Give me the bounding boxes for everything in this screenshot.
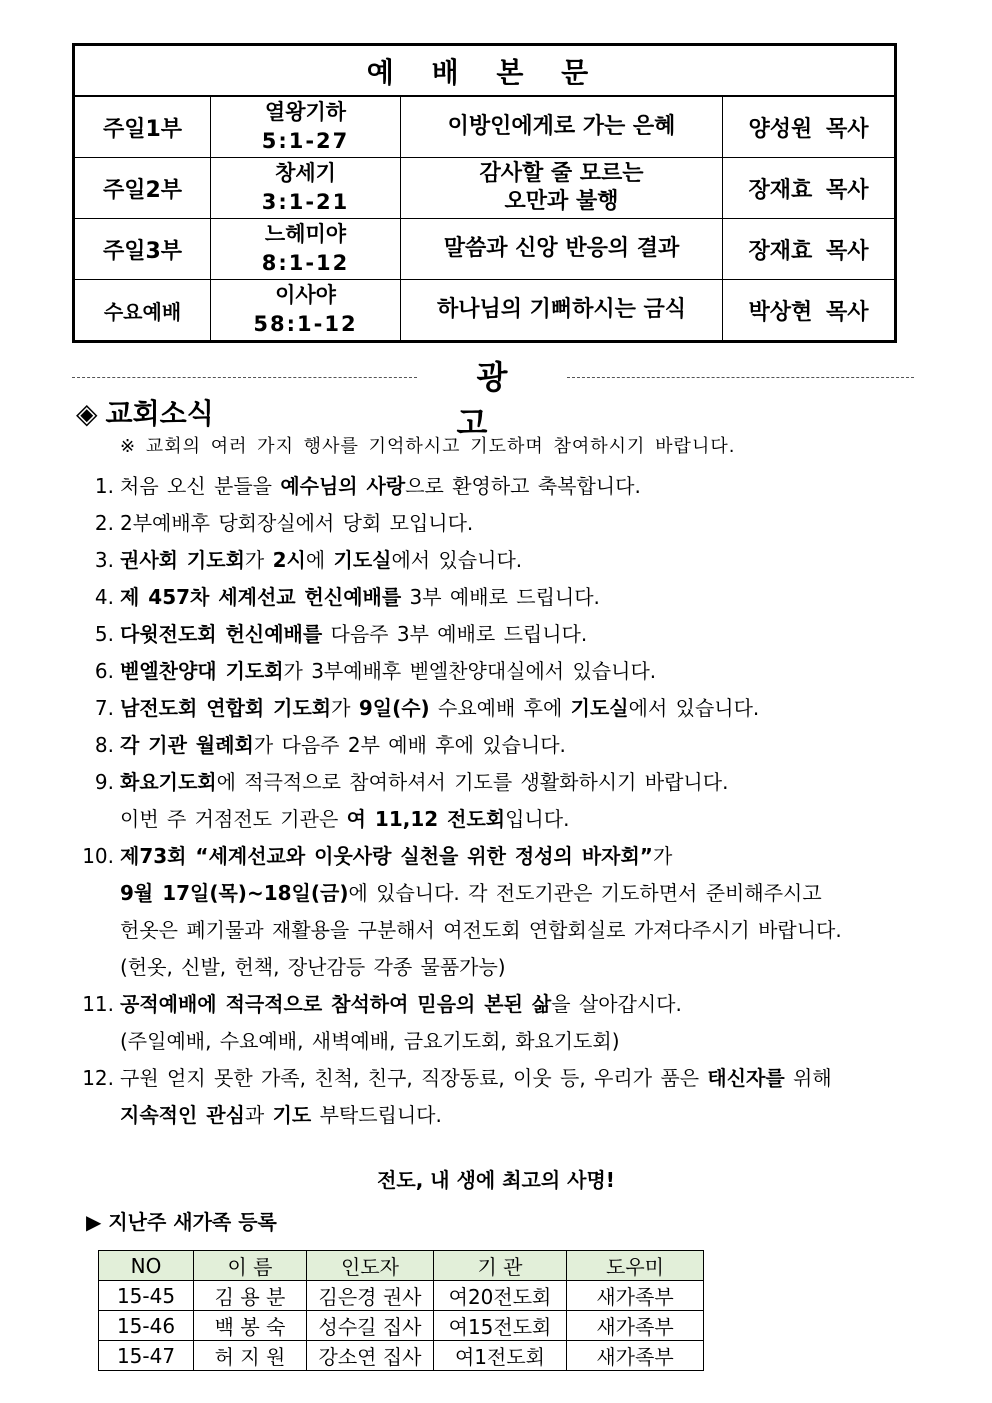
sermon-title <box>401 219 723 280</box>
announcement-text <box>120 505 473 542</box>
emphasis-text: 기도실 <box>333 548 392 572</box>
announcement-line <box>72 1060 902 1097</box>
cell-group: 여20전도회 <box>434 1281 567 1311</box>
announcement-text <box>120 690 759 727</box>
announcement-line <box>72 690 902 727</box>
plain-text: 3부 예배로 드립니다. <box>401 585 600 609</box>
announcement-number: 10. <box>82 844 114 868</box>
plain-text: 을 살아갑시다. <box>551 992 682 1016</box>
announcement-line <box>72 653 902 690</box>
announcement-number: 11. <box>82 992 114 1016</box>
emphasis-text: 여 11,12 전도회 <box>346 807 506 831</box>
announcement-number: 7. <box>94 696 114 720</box>
emphasis-text: 다윗전도회 헌신예배를 <box>120 622 323 646</box>
announcement-line <box>72 838 902 875</box>
emphasis-text: 권사회 기도회 <box>120 548 245 572</box>
announcement-line <box>72 542 902 579</box>
announcement-text <box>120 801 569 838</box>
cell-helper: 새가족부 <box>567 1311 704 1341</box>
worship-row <box>74 158 896 219</box>
worship-row <box>74 280 896 342</box>
service-name: 주일1부 <box>74 96 211 158</box>
announcement-line <box>72 616 902 653</box>
announcement-line <box>72 875 902 912</box>
announcement-line <box>72 801 902 838</box>
cell-group: 여15전도회 <box>434 1311 567 1341</box>
cell-no: 15-46 <box>99 1311 194 1341</box>
plain-text: 가 <box>652 844 673 868</box>
news-list <box>72 468 902 1134</box>
plain-text: 다음주 3부 예배로 드립니다. <box>322 622 588 646</box>
cell-guide: 성수길 집사 <box>307 1311 434 1341</box>
announcement-line <box>72 764 902 801</box>
news-note: ※ 교회의 여러 가지 행사를 기억하시고 기도하며 참여하시기 바랍니다. <box>120 436 736 457</box>
sermon-title <box>401 96 723 158</box>
cell-helper: 새가족부 <box>567 1341 704 1371</box>
emphasis-text: 예수님의 사랑 <box>280 474 406 498</box>
preacher: 장재효 목사 <box>723 219 896 280</box>
sermon-title <box>401 280 723 342</box>
scripture-book: 열왕기하 <box>264 100 347 124</box>
emphasis-text: 공적예배에 적극적으로 참석하여 믿음의 본된 삶 <box>120 992 552 1016</box>
plain-text: (주일예배, 수요예배, 새벽예배, 금요기도회, 화요기도회) <box>120 1029 620 1053</box>
announcement-text <box>120 764 728 801</box>
announcement-number: 3. <box>94 548 114 572</box>
plain-text: 구원 얻지 못한 가족, 친척, 친구, 직장동료, 이웃 등, 우리가 품은 <box>120 1066 708 1090</box>
announcement-line <box>72 912 902 949</box>
announcement-text <box>120 653 656 690</box>
divider <box>72 377 417 378</box>
announcement-text <box>120 542 522 579</box>
worship-row <box>74 219 896 280</box>
plain-text: (헌옷, 신발, 헌책, 장난감등 각종 물품가능) <box>120 955 506 979</box>
plain-text: 과 <box>244 1103 273 1127</box>
table-row <box>99 1311 704 1341</box>
cell-no: 15-47 <box>99 1341 194 1371</box>
scripture-ref: 5:1-27 <box>261 129 350 153</box>
announcement-number: 8. <box>94 733 114 757</box>
sermon-title <box>401 158 723 219</box>
emphasis-text: 남전도회 연합회 기도회 <box>120 696 332 720</box>
scripture <box>211 280 401 342</box>
announcement-text <box>120 949 506 986</box>
scripture-book: 창세기 <box>275 161 336 185</box>
cell-group: 여1전도회 <box>434 1341 567 1371</box>
table-row <box>99 1341 704 1371</box>
worship-title: 예 배 본 문 <box>74 45 896 97</box>
cell-name: 허 지 원 <box>194 1341 307 1371</box>
news-heading-text: 교회소식 <box>105 397 214 430</box>
announcement-text <box>120 1097 442 1134</box>
plain-text: 에 <box>305 548 334 572</box>
announcement-line <box>72 468 902 505</box>
divider <box>567 377 914 378</box>
announcement-text <box>120 579 600 616</box>
announcement-number: 9. <box>94 770 114 794</box>
emphasis-text: 태신자를 <box>707 1066 785 1090</box>
service-name: 수요예배 <box>74 280 211 342</box>
announcement-text <box>120 727 566 764</box>
announcement-line <box>72 1023 902 1060</box>
cell-guide: 김은경 권사 <box>307 1281 434 1311</box>
cell-name: 김 용 분 <box>194 1281 307 1311</box>
emphasis-text: 9일(수) <box>358 696 430 720</box>
plain-text: 가 3부예배후 벧엘찬양대실에서 있습니다. <box>283 659 657 683</box>
emphasis-text: 지속적인 관심 <box>120 1103 245 1127</box>
preacher: 박상현 목사 <box>723 280 896 342</box>
table-header-row <box>99 1251 704 1281</box>
emphasis-text: 9월 17일(목)~18일(금) <box>120 881 349 905</box>
announcement-line <box>72 579 902 616</box>
announcement-number: 2. <box>94 511 114 535</box>
scripture <box>211 219 401 280</box>
column-header: 이 름 <box>194 1251 307 1281</box>
motto: 전도, 내 생에 최고의 사명! <box>377 1168 615 1192</box>
emphasis-text: 제73회 “세계선교와 이웃사랑 실천을 위한 정성의 바자회” <box>120 844 653 868</box>
announcement-line <box>72 986 902 1023</box>
announcement-text <box>120 616 587 653</box>
registration-table <box>98 1250 704 1371</box>
announcement-number: 4. <box>94 585 114 609</box>
service-name: 주일3부 <box>74 219 211 280</box>
plain-text: 가 다음주 2부 예배 후에 있습니다. <box>253 733 566 757</box>
announcement-text <box>120 986 682 1023</box>
announcement-text <box>120 1060 832 1097</box>
sermon-line: 하나님의 기뻐하시는 금식 <box>436 297 687 322</box>
scripture-ref: 3:1-21 <box>261 190 350 214</box>
plain-text: 입니다. <box>505 807 570 831</box>
announcement-number: 5. <box>94 622 114 646</box>
plain-text: 가 <box>331 696 359 720</box>
service-name: 주일2부 <box>74 158 211 219</box>
worship-row <box>74 96 896 158</box>
table-row <box>99 1281 704 1311</box>
cell-no: 15-45 <box>99 1281 194 1311</box>
sermon-line: 감사할 줄 모르는 <box>479 161 644 186</box>
column-header: 기 관 <box>434 1251 567 1281</box>
plain-text: 2부예배후 당회장실에서 당회 모입니다. <box>120 511 474 535</box>
announcement-line <box>72 727 902 764</box>
plain-text: 가 <box>244 548 273 572</box>
plain-text: 에 적극적으로 참여하셔서 기도를 생활화하시기 바랍니다. <box>216 770 729 794</box>
plain-text: 처음 오신 분들을 <box>120 474 281 498</box>
preacher: 장재효 목사 <box>723 158 896 219</box>
scripture-ref: 8:1-12 <box>261 251 350 275</box>
scripture-ref: 58:1-12 <box>253 312 358 336</box>
sermon-line: 이방인에게로 가는 은혜 <box>447 114 676 139</box>
registration-heading: ▶ 지난주 새가족 등록 <box>86 1210 277 1234</box>
cell-helper: 새가족부 <box>567 1281 704 1311</box>
emphasis-text: 벧엘찬양대 기도회 <box>120 659 284 683</box>
plain-text: 부탁드립니다. <box>311 1103 442 1127</box>
plain-text: 이번 주 거점전도 기관은 <box>120 807 347 831</box>
plain-text: 헌옷은 폐기물과 재활용을 구분해서 여전도회 연합회실로 가져다주시기 바랍니다. <box>120 918 842 942</box>
column-header: NO <box>99 1251 194 1281</box>
cell-name: 백 봉 숙 <box>194 1311 307 1341</box>
plain-text: 수요예배 후에 <box>429 696 571 720</box>
announcement-number: 1. <box>94 474 114 498</box>
plain-text: 에 있습니다. 각 전도기관은 기도하면서 준비해주시고 <box>348 881 822 905</box>
plain-text: 에서 있습니다. <box>391 548 523 572</box>
emphasis-text: 화요기도회 <box>120 770 217 794</box>
announcement-line <box>72 1097 902 1134</box>
news-heading <box>76 392 214 432</box>
cell-guide: 강소연 집사 <box>307 1341 434 1371</box>
emphasis-text: 기도실 <box>570 696 629 720</box>
worship-table <box>72 43 897 343</box>
announcement-line <box>72 505 902 542</box>
plain-text: 위해 <box>784 1066 832 1090</box>
announcement-text <box>120 1023 620 1060</box>
announcement-text <box>120 875 822 912</box>
announcement-text <box>120 912 842 949</box>
sermon-line: 말씀과 신앙 반응의 결과 <box>443 236 680 261</box>
scripture <box>211 96 401 158</box>
scripture-book: 느헤미야 <box>264 222 347 246</box>
plain-text: 으로 환영하고 축복합니다. <box>405 474 641 498</box>
column-header: 도우미 <box>567 1251 704 1281</box>
scripture <box>211 158 401 219</box>
announcement-number: 12. <box>82 1066 114 1090</box>
announcement-text <box>120 468 641 505</box>
emphasis-text: 각 기관 월례회 <box>120 733 254 757</box>
scripture-book: 이사야 <box>275 283 336 307</box>
preacher: 양성원 목사 <box>723 96 896 158</box>
emphasis-text: 2시 <box>272 548 306 572</box>
emphasis-text: 기도 <box>272 1103 312 1127</box>
plain-text: 에서 있습니다. <box>628 696 760 720</box>
announcement-text <box>120 838 672 875</box>
ad-title: 광고 <box>456 358 548 442</box>
diamond-icon: ◈ <box>76 397 98 430</box>
announcement-number: 6. <box>94 659 114 683</box>
column-header: 인도자 <box>307 1251 434 1281</box>
announcement-line <box>72 949 902 986</box>
emphasis-text: 제 457차 세계선교 헌신예배를 <box>120 585 402 609</box>
sermon-line: 오만과 불행 <box>504 189 619 214</box>
